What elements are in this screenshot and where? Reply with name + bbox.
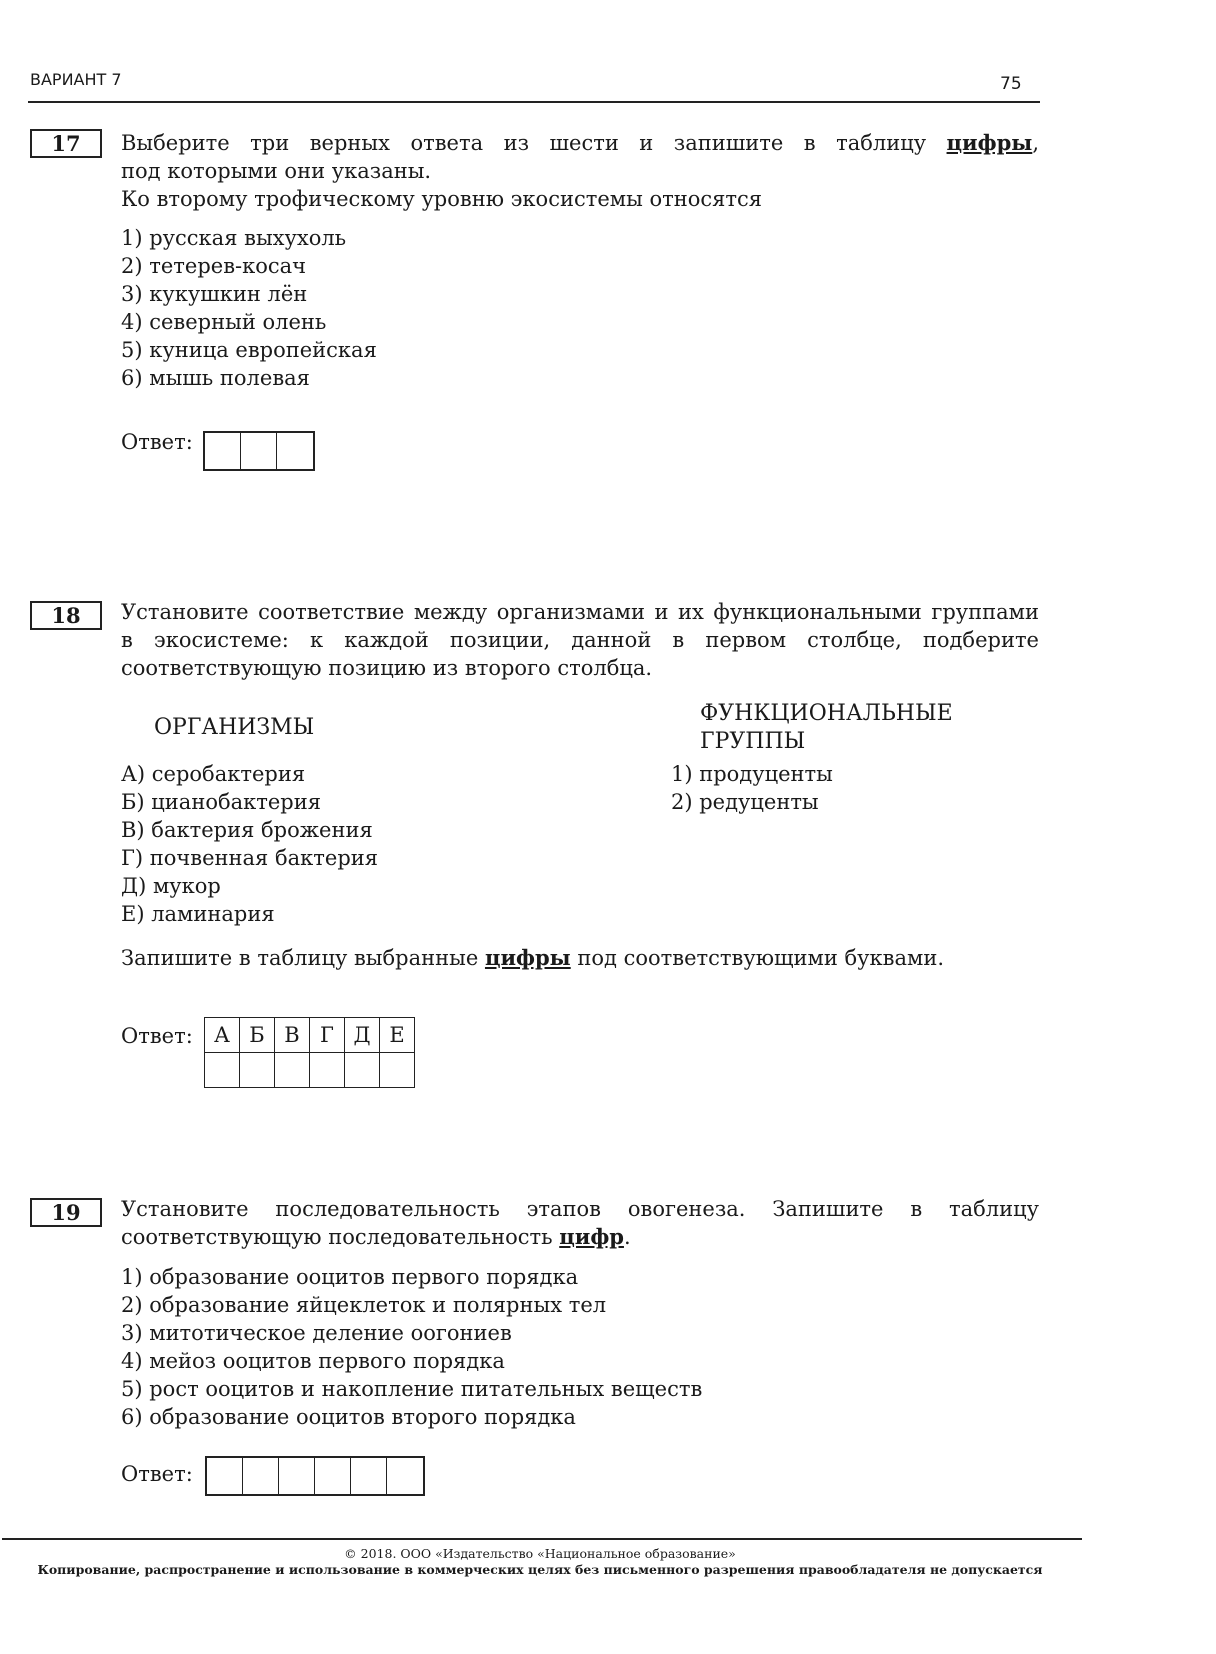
- question-18-answer-label: Ответ:: [121, 1024, 193, 1048]
- answer-cell[interactable]: [351, 1458, 387, 1494]
- footer-divider: [2, 1538, 1082, 1540]
- option-item: 5) рост ооцитов и накопление питательных веществ: [121, 1377, 703, 1401]
- variant-label: ВАРИАНТ 7: [30, 70, 122, 89]
- option-item: 6) образование ооцитов второго порядка: [121, 1405, 576, 1429]
- option-item: 2) тетерев-косач: [121, 254, 307, 278]
- page-number: 75: [1000, 74, 1022, 94]
- answers-row: [205, 1053, 415, 1088]
- option-item: 4) северный олень: [121, 310, 327, 334]
- answer-cell[interactable]: [279, 1458, 315, 1494]
- organism-item: Е) ламинария: [121, 902, 275, 926]
- question-18-text-line1: Установите соответствие между организмами и их функциональными группами: [121, 600, 1039, 624]
- letter-cell: А: [205, 1018, 240, 1053]
- functional-groups-list: [671, 760, 833, 816]
- answer-cell[interactable]: [315, 1458, 351, 1494]
- answer-cell[interactable]: [380, 1053, 415, 1088]
- question-17-text-line2: под которыми они указаны.: [121, 159, 432, 183]
- question-17-number: 17: [30, 129, 102, 158]
- functional-groups-heading-1: ФУНКЦИОНАЛЬНЫЕ: [700, 701, 953, 726]
- question-17-options: [121, 224, 377, 392]
- question-19-text-line2: [121, 1223, 631, 1251]
- option-item: 6) мышь полевая: [121, 366, 310, 390]
- answer-cell[interactable]: [241, 433, 277, 469]
- answer-cell[interactable]: [345, 1053, 380, 1088]
- question-17-text-line3: Ко второму трофическому уровню экосистемы относятся: [121, 187, 763, 211]
- answer-cell[interactable]: [310, 1053, 345, 1088]
- q18-emphasis: цифры: [484, 945, 571, 970]
- option-item: 5) куница европейская: [121, 338, 377, 362]
- answer-cell[interactable]: [275, 1053, 310, 1088]
- question-18-number: 18: [30, 601, 102, 630]
- option-item: 2) образование яйцеклеток и полярных тел: [121, 1293, 607, 1317]
- answer-cell[interactable]: [387, 1458, 423, 1494]
- header-divider: [28, 101, 1040, 103]
- option-item: 1) русская выхухоль: [121, 226, 347, 250]
- question-19-text-line1: Установите последовательность этапов овогенеза. Запишите в таблицу: [121, 1197, 1039, 1221]
- q17-emphasis: цифры: [946, 130, 1033, 155]
- organism-item: Д) мукор: [121, 874, 221, 898]
- organism-item: В) бактерия брожения: [121, 818, 373, 842]
- question-18-text-line2: в экосистеме: к каждой позиции, данной в первом столбце, подберите: [121, 628, 1039, 652]
- answer-cell[interactable]: [277, 433, 313, 469]
- q17-text-part: ,: [1032, 131, 1039, 155]
- answer-cell[interactable]: [243, 1458, 279, 1494]
- q18-instruction-part: под соответствующими буквами.: [570, 946, 945, 970]
- option-item: 3) митотическое деление оогониев: [121, 1321, 512, 1345]
- question-19-answer-label: Ответ:: [121, 1462, 193, 1486]
- organisms-list: [121, 760, 378, 928]
- footer-notice: Копирование, распространение и использование в коммерческих целях без письменного разрешения правообладателя не допускается: [37, 1562, 1043, 1577]
- letter-cell: Б: [240, 1018, 275, 1053]
- q18-instruction-part: Запишите в таблицу выбранные: [121, 946, 485, 970]
- letter-cell: Г: [310, 1018, 345, 1053]
- option-item: 3) кукушкин лён: [121, 282, 308, 306]
- organism-item: А) серобактерия: [121, 762, 306, 786]
- answer-cell[interactable]: [207, 1458, 243, 1494]
- question-18-instruction: [121, 944, 944, 972]
- q17-text-part: Выберите три верных ответа из шести и запишите в таблицу: [121, 131, 947, 155]
- letter-cell: В: [275, 1018, 310, 1053]
- answer-cell[interactable]: [240, 1053, 275, 1088]
- answer-cell[interactable]: [205, 1053, 240, 1088]
- organism-item: Б) цианобактерия: [121, 790, 321, 814]
- q19-text-part: .: [623, 1225, 631, 1249]
- option-item: 1) образование ооцитов первого порядка: [121, 1265, 579, 1289]
- question-19-number: 19: [30, 1198, 102, 1227]
- answer-cell[interactable]: [205, 433, 241, 469]
- group-item: 2) редуценты: [671, 790, 819, 814]
- organism-item: Г) почвенная бактерия: [121, 846, 379, 870]
- footer-copyright: © 2018. ООО «Издательство «Национальное образование»: [344, 1546, 736, 1561]
- group-item: 1) продуценты: [671, 762, 833, 786]
- functional-groups-heading-2: ГРУППЫ: [700, 729, 806, 754]
- question-17-text-line1: [121, 129, 1039, 157]
- option-item: 4) мейоз ооцитов первого порядка: [121, 1349, 505, 1373]
- question-17-answer-label: Ответ:: [121, 430, 193, 454]
- letters-row: [205, 1018, 415, 1053]
- letter-cell: Е: [380, 1018, 415, 1053]
- question-18-answer-table: [204, 1017, 415, 1088]
- question-19-answer-boxes[interactable]: [205, 1456, 425, 1496]
- letter-cell: Д: [345, 1018, 380, 1053]
- q19-emphasis: цифр: [559, 1224, 624, 1249]
- question-19-options: [121, 1263, 702, 1431]
- organisms-heading: ОРГАНИЗМЫ: [154, 715, 315, 740]
- question-18-text-line3: соответствующую позицию из второго столбца.: [121, 656, 653, 680]
- question-17-answer-boxes[interactable]: [203, 431, 315, 471]
- q19-text-part: соответствующую последовательность: [121, 1225, 560, 1249]
